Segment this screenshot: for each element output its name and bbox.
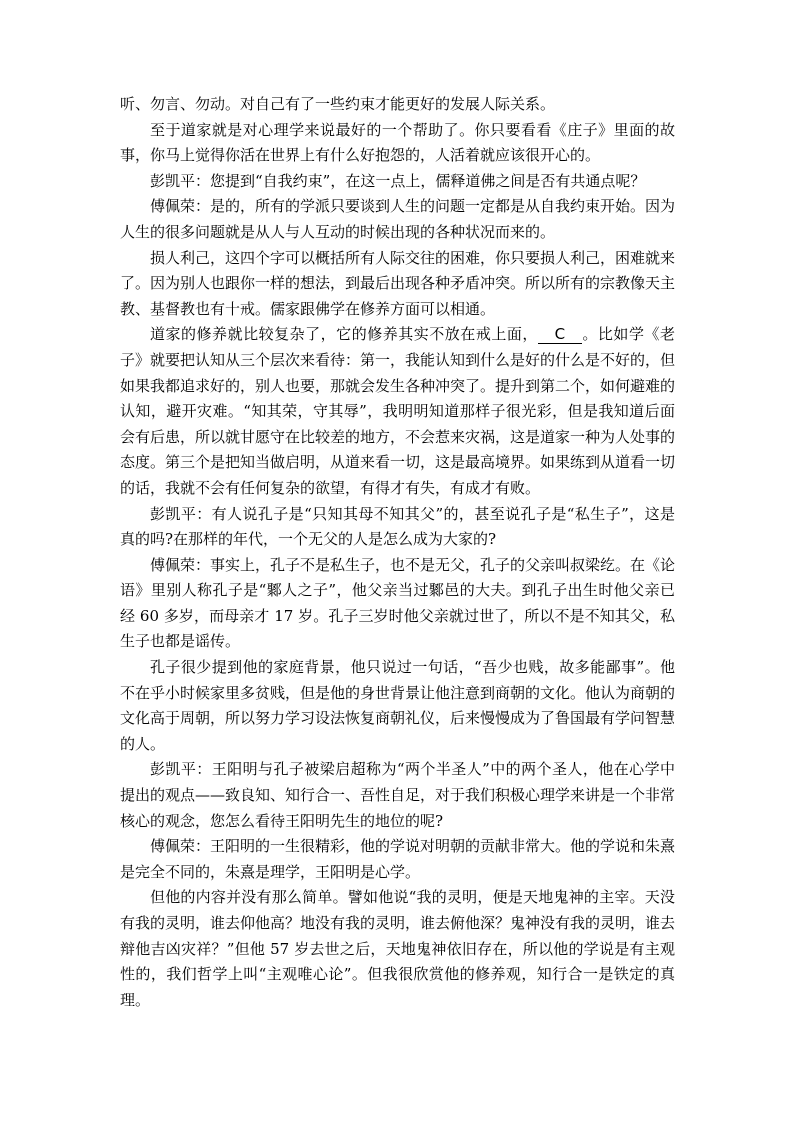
paragraph: 听、勿言、勿动。对自己有了一些约束才能更好的发展人际关系。 xyxy=(120,95,556,113)
dialogue-question: 彭凯平：王阳明与孔子被梁启超称为“两个半圣人”中的两个圣人，他在心学中提出的观点——致良知、知行合一、吾性自足，对于我们积极心理学来讲是一个非常核心的观念，您怎么看待王阳明先生的地位的呢? xyxy=(120,760,676,830)
paragraph: 但他的内容并没有那么简单。譬如他说“我的灵明，便是天地鬼神的主宰。天没有我的灵明，谁去仰他高？地没有我的灵明，谁去俯他深？鬼神没有我的灵明，谁去辩他吉凶灾祥？”但他 57 岁去世之后，天地鬼神依旧存在，所以他的学说是有主观性的，我们哲学上叫“主观唯心论”。但我很欣赏他的修养观，知行合一是铁定的真理。 xyxy=(120,888,676,1009)
dialogue-answer: 傅佩荣：事实上，孔子不是私生子，也不是无父，孔子的父亲叫叔梁纥。在《论语》里别人称孔子是“鄹人之子”，他父亲当过鄹邑的大夫。到孔子出生时他父亲已经 60 多岁，而母亲才 17 岁。孔子三岁时他父亲就过世了，所以不是不知其父，私生子也都是谣传。 xyxy=(120,555,676,651)
blank-paragraph-before: 道家的修养就比较复杂了，它的修养其实不放在戒上面， xyxy=(150,325,538,344)
paragraph: 孔子很少提到他的家庭背景，他只说过一句话，“吾少也贱，故多能鄙事”。他不在乎小时候家里多贫贱，但是他的身世背景让他注意到商朝的文化。他认为商朝的文化高于周朝，所以努力学习设法恢复商朝礼仪，后来慢慢成为了鲁国最有学问智慧的人。 xyxy=(120,658,676,753)
dialogue-question: 彭凯平：有人说孔子是“只知其母不知其父”的，甚至说孔子是“私生子”，这是真的吗?在那样的年代，一个无父的人是怎么成为大家的? xyxy=(120,504,675,549)
dialogue-question: 彭凯平：您提到“自我约束”，在这一点上，儒释道佛之间是否有共通点呢？ xyxy=(150,171,646,190)
document-page xyxy=(120,92,675,1013)
paragraph: 损人利己，这四个字可以概括所有人际交往的困难，你只要损人利己，困难就来了。因为别人也跟你一样的想法，到最后出现各种矛盾冲突。所以所有的宗教像天主教、基督教也有十戒。儒家跟佛学在修养方面可以相通。 xyxy=(120,248,676,318)
dialogue-answer: 傅佩荣：是的，所有的学派只要谈到人生的问题一定都是从自我约束开始。因为人生的很多问题就是从人与人互动的时候出现的各种状况而来的。 xyxy=(120,197,676,241)
blank-paragraph-after: 。比如学《老子》就要把认知从三个层次来看待：第一，我能认知到什么是好的什么是不好的，但如果我都追求好的，别人也要，那就会发生各种冲突了。提升到第二个，如何避难的认知，避开灾难。“知其荣，守其辱”，我明明知道那样子很光彩，但是我知道后面会有后患，所以就甘愿守在比较差的地方，不会惹来灾祸，这是道家一种为人处事的态度。第三个是把知当做启明，从道来看一切，这是最高境界。如果练到从道看一切的话，我就不会有任何复杂的欲望，有得才有失，有成才有败。 xyxy=(120,325,676,497)
fill-in-blank-paragraph xyxy=(120,322,675,501)
dialogue-answer: 傅佩荣：王阳明的一生很精彩，他的学说对明朝的贡献非常大。他的学说和朱熹是完全不同的，朱熹是理学，王阳明是心学。 xyxy=(120,837,676,881)
answer-blank: C xyxy=(538,325,582,344)
paragraph: 至于道家就是对心理学来说最好的一个帮助了。你只要看看《庄子》里面的故事，你马上觉得你活在世界上有什么好抱怨的，人活着就应该很开心的。 xyxy=(120,120,675,165)
